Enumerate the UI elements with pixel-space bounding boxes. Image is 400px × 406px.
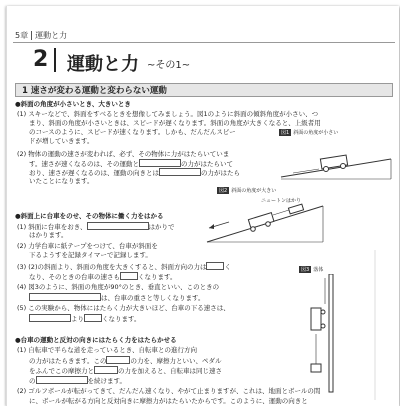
topic2-line: はかります。 <box>29 231 68 239</box>
topic2-line: (2) 力学台車に紙テープをつけて、台車が斜面を <box>17 242 158 250</box>
topic1-line: ドが増していきます。 <box>29 137 94 145</box>
topic1-line: おり、速さが遅くなるのは、運動の向きとは の力がはたら <box>29 169 240 177</box>
topic3-line: (1) 自転車で平らな道を走っているとき、自転車との進行方向 <box>17 346 198 354</box>
topic2-line: (5) この実験から、物体にはたらく力が大きいほど、台車の下る速さは、 <box>17 304 230 312</box>
answer-blank[interactable] <box>159 168 201 176</box>
lesson-title: 運動と力 <box>67 54 139 75</box>
topic2-line: 下るようすを記録タイマーで記録します。 <box>29 251 152 259</box>
fig3-vertical-diagram <box>303 274 343 394</box>
answer-blank[interactable] <box>29 314 71 322</box>
topic1-line: まり、斜面の角度が小さいときは、スピードが遅くなります。斜面の角度が大きくなると、上級者用 <box>29 119 321 127</box>
topic2-line: は、台車の重さと等しくなります。 <box>29 293 204 303</box>
topic1-line: (2) 物体の運動の速さが変われば、必ず、その物体に力がはたらいていま <box>17 150 230 158</box>
answer-blank[interactable] <box>206 262 224 270</box>
answer-blank[interactable] <box>84 314 102 322</box>
topic2-line: (3) (2)の斜面より、斜面の角度を大きくすると、斜面方向の力は く <box>17 263 231 271</box>
fig2-incline-diagram <box>205 202 337 244</box>
topic1-line: (1) スキーなどで、斜面をすべるときを想像してみましょう。図1のように斜面の傾斜角度が小さい、つ <box>17 110 319 118</box>
topic3-line: をふんでこの摩擦力と の力を加えると、自転車は同じ速さ <box>29 367 222 375</box>
topic3-line: に、ボールが転がる方向と反対向きに摩擦力がはたらいたからです。このように、運動の向きと <box>29 397 308 405</box>
topic1-line: す。速さが速くなるのは、その運動と の力がはたらいて <box>29 160 233 168</box>
header-rule <box>13 42 395 43</box>
fig2-caption: 図2 斜面の角度が大きい <box>219 188 277 194</box>
topic2-line: より くなります。 <box>29 314 140 324</box>
topic3-heading: ●台車の運動と反対の向きにはたらく力をはたらかせる <box>15 336 177 344</box>
topic1-heading: ●斜面の角度が小さいとき、大きいとき <box>15 100 131 108</box>
topic2-line: (1) 斜面に台車をおき、 はかりで <box>17 223 175 231</box>
fig1-caption: 図1 斜面の角度が小さい <box>281 130 339 136</box>
answer-blank[interactable] <box>29 293 101 301</box>
answer-blank[interactable] <box>94 366 118 374</box>
answer-blank[interactable] <box>139 159 181 167</box>
document-page <box>6 6 399 406</box>
answer-blank[interactable] <box>36 376 88 384</box>
answer-blank[interactable] <box>120 272 138 280</box>
fig1-incline-diagram <box>279 137 393 181</box>
fig2-scale-label: ニュートンはかり <box>261 198 302 204</box>
answer-blank[interactable] <box>87 222 149 230</box>
fig3-side-rule <box>357 250 393 400</box>
answer-blank[interactable] <box>106 356 130 364</box>
topic2-line: なり、そのときの台車の速さも くなります。 <box>29 273 177 281</box>
chapter-title: 運動と力 <box>35 31 68 40</box>
topic3-line: の を続けます。 <box>29 377 126 385</box>
topic3-line: の力がはたらきます。この の力を、摩擦力といい、ペダル <box>29 357 222 365</box>
section-heading: 1 速さが変わる運動と変わらない運動 <box>15 83 393 97</box>
chapter-label: 5章 <box>15 31 32 40</box>
topic1-line: いたことになります。 <box>29 177 94 185</box>
topic2-heading: ●斜面上に台車をのせ、その物体に働く力をはかる <box>15 212 164 220</box>
topic3-line: (2) ゴルフボールが転がってきて、だんだん速くなり、やがて止まりますが、これは、地面とボールの間 <box>17 387 321 395</box>
topic1-line: のコースのように、スピードが速くなります。しかも、だんだんスピー <box>29 128 236 136</box>
lesson-subtitle: ~その1~ <box>147 60 191 71</box>
lesson-number: 2 <box>33 48 56 72</box>
fig3-caption: 図3 落体 <box>301 267 324 273</box>
topic2-line: (4) 図3のように、斜面の角度が90°のとき、垂直といい、このときの <box>17 283 220 291</box>
running-header <box>15 30 67 41</box>
